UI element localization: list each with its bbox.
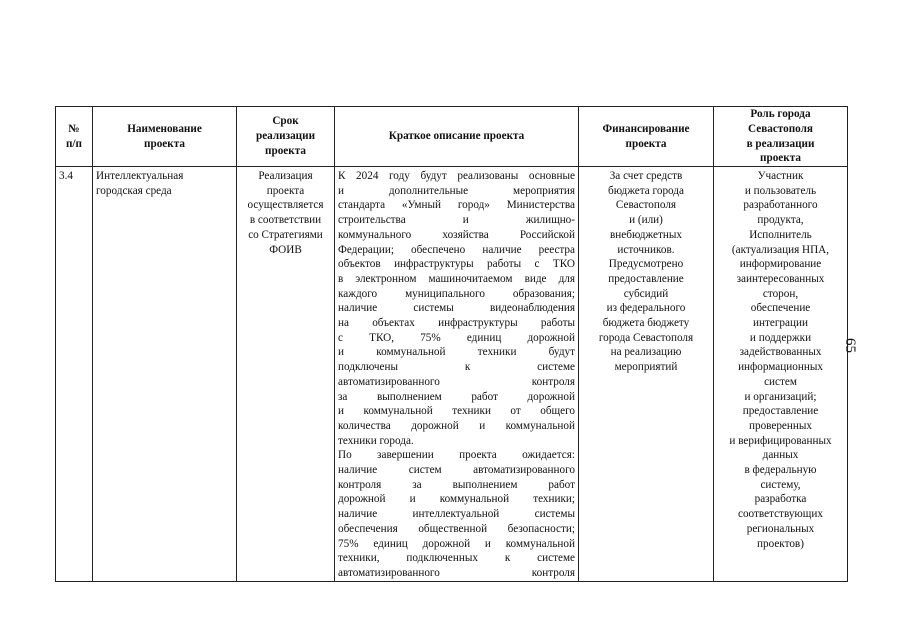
text-line: систем [764, 375, 797, 388]
row-term [237, 167, 334, 259]
text-line: Участник [757, 170, 804, 182]
text-line: разработка [754, 493, 807, 506]
text-line: систему, [760, 478, 801, 491]
description-line: каждого муниципального образования; [338, 287, 575, 300]
header-num [56, 107, 93, 167]
header-num-text [56, 122, 92, 151]
header-name [93, 107, 237, 167]
header-term-text [237, 114, 334, 158]
text-line: и поддержки [749, 331, 812, 344]
text-line: в реализации [746, 137, 815, 150]
header-role-text [714, 107, 847, 166]
header-name-text [93, 122, 236, 151]
text-line: и верифицированных [729, 434, 832, 447]
description-line: техники города. [338, 434, 414, 447]
text-line: информационных [738, 361, 823, 374]
text-line: информирование [739, 258, 822, 271]
text-line: из федерального [606, 302, 686, 315]
text-line: (актуализация НПА, [731, 243, 830, 256]
text-line: Реализация [258, 170, 313, 182]
text-line: в соответствии [249, 214, 322, 227]
description-line: К 2024 году будут реализованы основные [338, 170, 575, 182]
text-line: и пользователь [744, 184, 817, 197]
header-desc-text [335, 129, 578, 144]
text-line: данных [762, 449, 799, 462]
text-line: на реализацию [610, 346, 682, 359]
text-line: Севастополя [748, 122, 813, 135]
header-fin [579, 107, 714, 167]
description-line: наличие системы видеонаблюдения [338, 302, 575, 315]
text-line: сторон, [762, 287, 799, 300]
description-line: коммунального хозяйства Российской [338, 228, 575, 241]
text-line: проекта [144, 137, 185, 150]
text-line: проектов) [757, 537, 804, 550]
text-line: Наименование [127, 122, 202, 135]
text-line: ФОИВ [269, 243, 302, 256]
description-line: за выполнением работ дорожной [338, 390, 575, 403]
description-line: наличие интеллектуальной системы [338, 508, 575, 521]
row-term-cell [237, 167, 335, 582]
header-term [237, 107, 335, 167]
text-line: предоставление [608, 272, 684, 285]
text-line: Роль города [750, 108, 811, 121]
text-line: бюджета города [608, 184, 684, 197]
text-line: п/п [65, 137, 82, 150]
row-fin [579, 167, 713, 377]
text-line: субсидий [623, 287, 669, 300]
row-role-cell [714, 167, 848, 582]
text-line: обеспечение [750, 302, 811, 315]
header-fin-text [579, 122, 713, 151]
projects-table [55, 106, 848, 582]
row-role [714, 167, 847, 553]
description-line: дорожной и коммунальной техники; [338, 493, 575, 506]
text-line: со Стратегиями [248, 228, 323, 241]
text-line: города Севастополя [598, 331, 694, 344]
text-line: проекта [625, 137, 667, 150]
page-number: 65 [842, 338, 858, 353]
text-line: Интеллектуальная [96, 170, 184, 182]
text-line: За счет средств [609, 170, 683, 182]
description-line: количества дорожной и коммунальной [338, 419, 575, 432]
text-line: Срок [272, 115, 299, 128]
text-line: задействованных [739, 346, 822, 359]
description-line: и дополнительные мероприятия [338, 184, 575, 197]
description-line: стандарта «Умный город» Министерства [338, 199, 575, 212]
text-line: Предусмотрено [608, 258, 684, 271]
description-line: на объектах инфраструктуры работы [338, 317, 575, 330]
table-header-row [56, 107, 848, 167]
text-line: источников. [617, 243, 675, 256]
description-line: с ТКО, 75% единиц дорожной [338, 331, 575, 344]
text-line: и организаций; [744, 390, 817, 403]
text-line: интеграции [753, 317, 808, 330]
text-line: бюджета бюджету [602, 317, 690, 330]
text-line: проекта [760, 152, 801, 165]
description-line: контроля за выполнением работ [338, 478, 575, 491]
text-line: Севастополя [615, 199, 677, 212]
text-line: региональных [746, 522, 815, 535]
row-name-cell [93, 167, 237, 582]
text-line: осуществляется [247, 199, 324, 212]
text-line: реализации [255, 130, 316, 143]
description-line: техники, подключенных к системе [338, 552, 575, 565]
row-desc [335, 167, 578, 581]
text-line: мероприятий [614, 361, 678, 374]
text-line: проверенных [748, 419, 812, 432]
description-line: автоматизированного контроля [338, 375, 575, 388]
text-line: № [68, 122, 80, 135]
text-line: городская среда [96, 184, 172, 197]
text-line: Финансирование [602, 122, 690, 135]
description-line: автоматизированного контроля [338, 566, 575, 579]
text-line: продукта, [757, 214, 804, 227]
text-line: предоставление [742, 405, 819, 418]
description-line: объектов инфраструктуры работы с ТКО [338, 258, 575, 271]
row-fin-cell [579, 167, 714, 582]
header-role [714, 107, 848, 167]
text-line: проекта [266, 184, 305, 197]
text-line: и (или) [629, 214, 663, 227]
description-line: наличие систем автоматизированного [338, 464, 575, 477]
description-line: и коммунальной техники будут [338, 346, 575, 359]
text-line: заинтересованных [736, 272, 825, 285]
text-line: Краткое описание проекта [388, 130, 525, 143]
text-line: проекта [265, 144, 306, 157]
row-name [93, 167, 236, 200]
text-line: соответствующих [737, 508, 823, 521]
description-line: в электронном машиночитаемом виде для [338, 272, 575, 285]
text-line: в федеральную [744, 464, 817, 477]
row-num: 3.4 [59, 170, 73, 182]
text-line: внебюджетных [610, 228, 682, 241]
description-line: По завершении проекта ожидается: [338, 449, 575, 462]
description-line: и коммунальной техники от общего [338, 405, 575, 418]
text-line: разработанного [743, 199, 818, 212]
header-desc [335, 107, 579, 167]
table-row [56, 167, 848, 582]
description-line: Федерации; обеспечено наличие реестра [338, 243, 575, 256]
row-num-cell [56, 167, 93, 582]
row-desc-cell [335, 167, 579, 582]
description-line: строительства и жилищно- [338, 214, 575, 227]
description-line: подключены к системе [338, 361, 575, 374]
description-line: обеспечения общественной безопасности; [338, 522, 575, 535]
text-line: Исполнитель [749, 228, 812, 241]
description-line: 75% единиц дорожной и коммунальной [338, 537, 575, 550]
